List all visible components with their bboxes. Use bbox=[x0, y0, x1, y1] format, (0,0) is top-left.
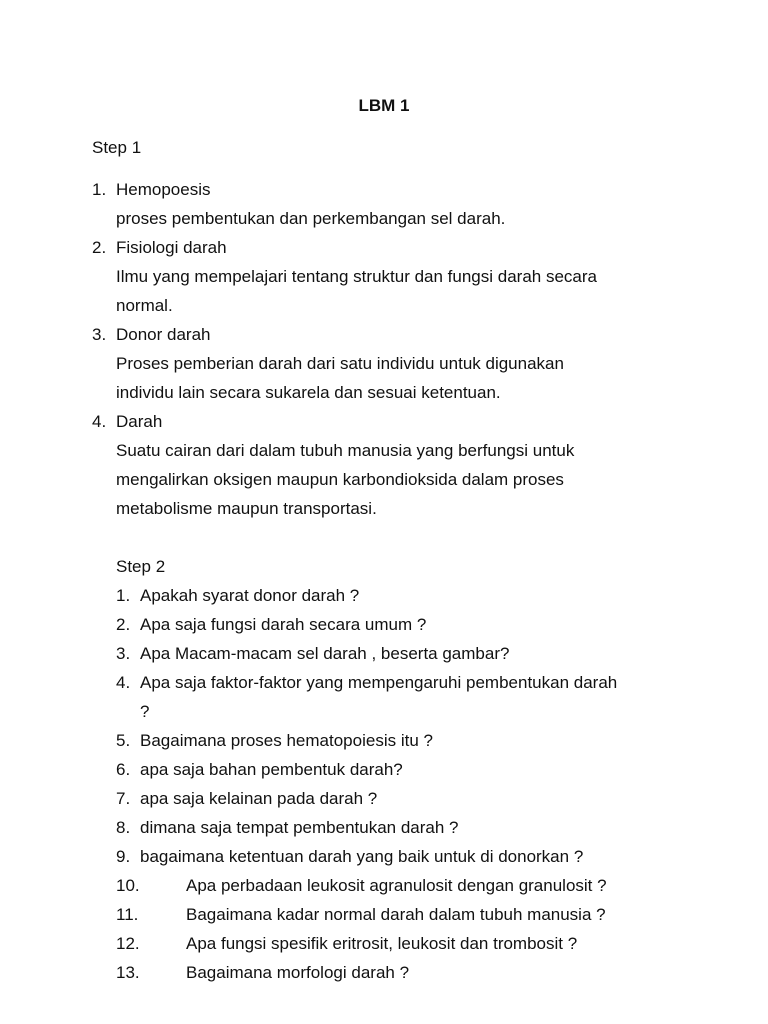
step1-item-number: 1. bbox=[92, 180, 107, 199]
step1-item-number: 2. bbox=[92, 238, 107, 257]
step2-item-text: apa saja bahan pembentuk darah? bbox=[140, 760, 403, 779]
step2-item-text: Apakah syarat donor darah ? bbox=[140, 586, 360, 605]
step1-item-number: 4. bbox=[92, 412, 107, 431]
step2-item-number: 10. bbox=[116, 876, 140, 895]
step1-item-desc: Proses pemberian darah dari satu individu untuk digunakan bbox=[116, 354, 564, 373]
step1-item-desc: individu lain secara sukarela dan sesuai ketentuan. bbox=[116, 383, 501, 402]
step2-item-number: 1. bbox=[116, 586, 131, 605]
step1-item-term: Darah bbox=[116, 412, 163, 431]
step1-item-term: Hemopoesis bbox=[116, 180, 211, 199]
step2-item-text: Apa saja fungsi darah secara umum ? bbox=[140, 615, 427, 634]
step2-item-number: 6. bbox=[116, 760, 131, 779]
step2-item-text: Apa fungsi spesifik eritrosit, leukosit dan trombosit ? bbox=[186, 934, 578, 953]
step2-item-text: bagaimana ketentuan darah yang baik untuk di donorkan ? bbox=[140, 847, 584, 866]
step2-heading: Step 2 bbox=[116, 557, 166, 576]
step2-item-text: Bagaimana morfologi darah ? bbox=[186, 963, 410, 982]
step1-item-desc: metabolisme maupun transportasi. bbox=[116, 499, 377, 518]
step1-item-desc: normal. bbox=[116, 296, 173, 315]
step1-item-term: Fisiologi darah bbox=[116, 238, 227, 257]
step1-heading: Step 1 bbox=[92, 138, 142, 157]
document-title: LBM 1 bbox=[358, 96, 410, 115]
step2-item-number: 7. bbox=[116, 789, 131, 808]
step2-item-text: Bagaimana proses hematopoiesis itu ? bbox=[140, 731, 433, 750]
step2-item-text-continued: ? bbox=[140, 702, 150, 721]
step2-item-text: Apa perbadaan leukosit agranulosit dengan granulosit ? bbox=[186, 876, 607, 895]
step2-item-number: 9. bbox=[116, 847, 131, 866]
step1-item-desc: mengalirkan oksigen maupun karbondioksida dalam proses bbox=[116, 470, 564, 489]
step2-item-text: dimana saja tempat pembentukan darah ? bbox=[140, 818, 459, 837]
step2-item-text: Apa saja faktor-faktor yang mempengaruhi pembentukan darah bbox=[140, 673, 618, 692]
step2-item-text: apa saja kelainan pada darah ? bbox=[140, 789, 378, 808]
step2-item-number: 5. bbox=[116, 731, 131, 750]
step2-item-number: 12. bbox=[116, 934, 140, 953]
step2-item-number: 2. bbox=[116, 615, 131, 634]
step1-item-desc: Suatu cairan dari dalam tubuh manusia yang berfungsi untuk bbox=[116, 441, 575, 460]
step2-item-number: 8. bbox=[116, 818, 131, 837]
step1-item-desc: proses pembentukan dan perkembangan sel darah. bbox=[116, 209, 506, 228]
step1-item-desc: Ilmu yang mempelajari tentang struktur dan fungsi darah secara bbox=[116, 267, 597, 286]
step2-item-text: Bagaimana kadar normal darah dalam tubuh manusia ? bbox=[186, 905, 606, 924]
step2-item-number: 3. bbox=[116, 644, 131, 663]
step1-item-term: Donor darah bbox=[116, 325, 211, 344]
step2-item-number: 11. bbox=[116, 905, 139, 924]
step1-item-number: 3. bbox=[92, 325, 107, 344]
step2-item-number: 13. bbox=[116, 963, 140, 982]
step2-item-text: Apa Macam-macam sel darah , beserta gambar? bbox=[140, 644, 510, 663]
step2-item-number: 4. bbox=[116, 673, 131, 692]
